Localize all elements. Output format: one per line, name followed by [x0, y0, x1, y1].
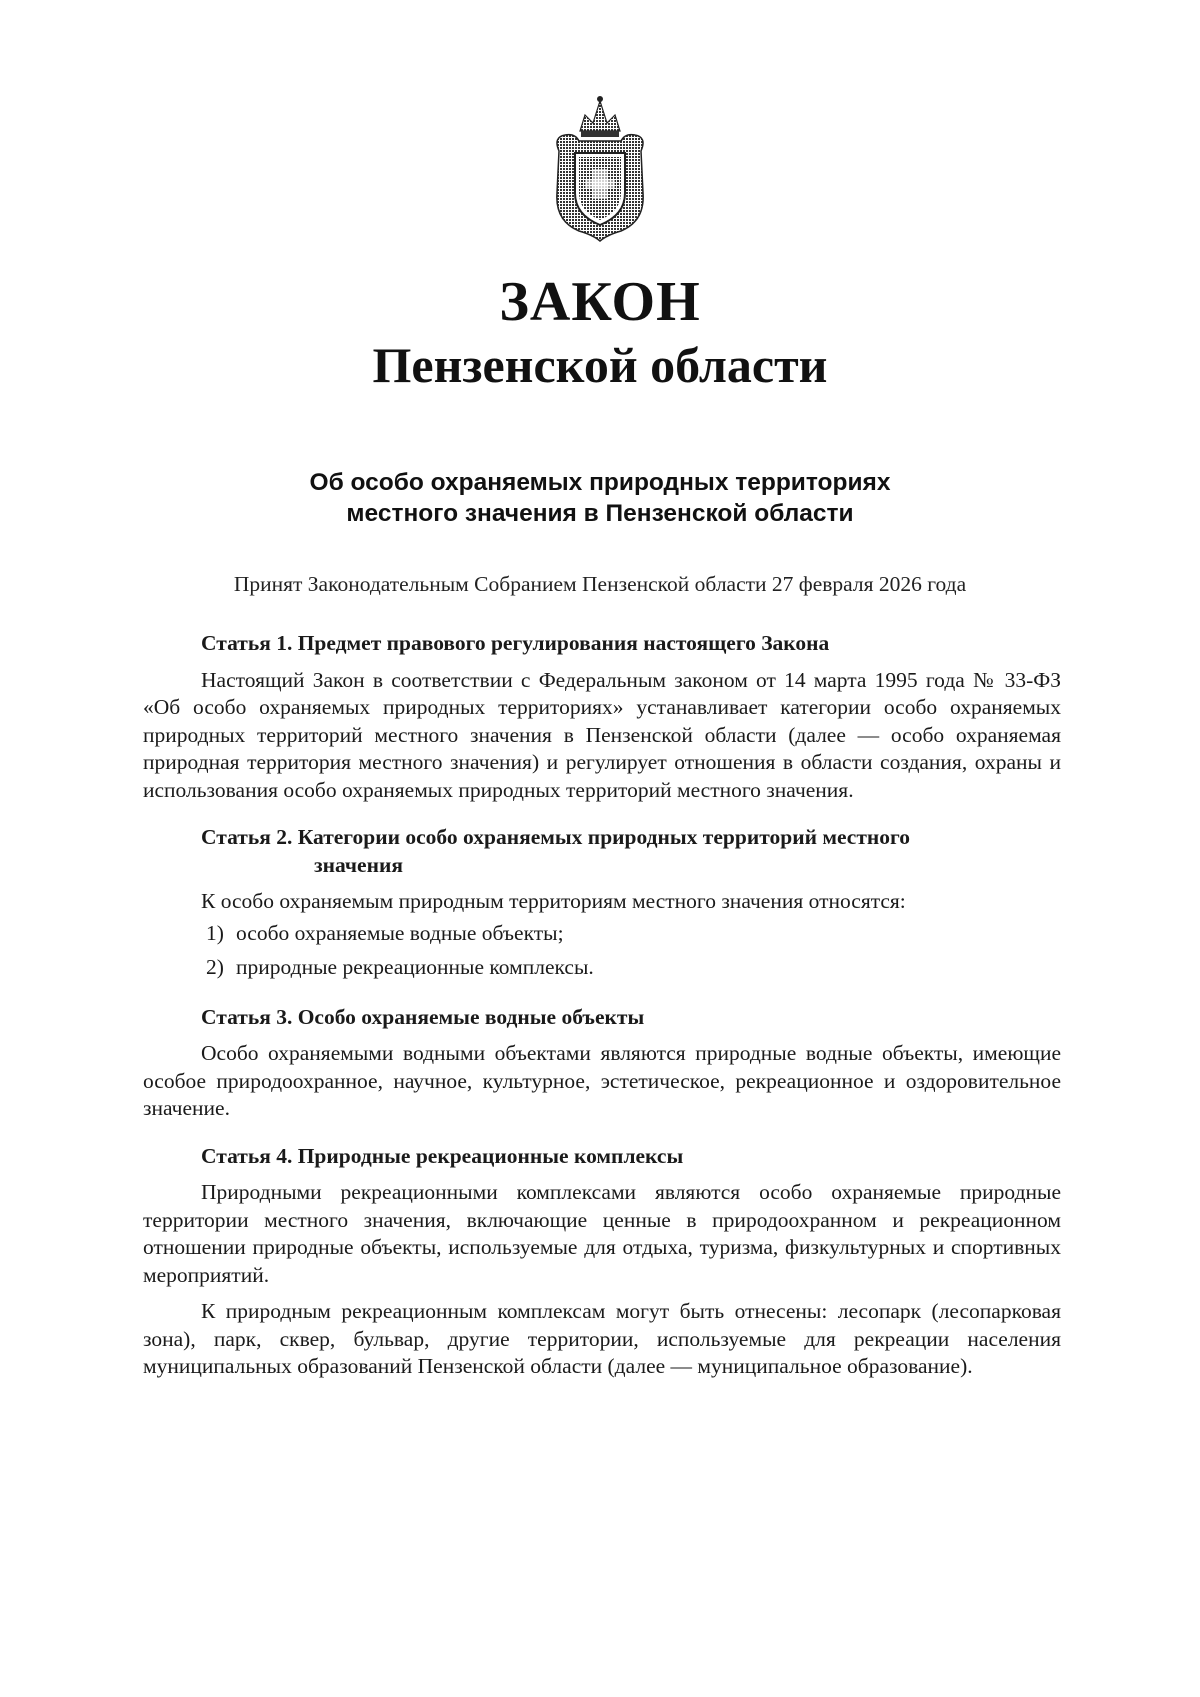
law-title: ЗАКОН [499, 271, 701, 333]
list-item-text: особо охраняемые водные объекты; [236, 920, 564, 945]
article-heading: Статья 1. Предмет правового регулирования настоящего Закона [201, 631, 830, 655]
law-region: Пензенской области [372, 337, 828, 393]
list-item-number: 1) [206, 920, 224, 945]
article-paragraph: Особо охраняемыми водными объектами являются природные водные объекты, имеющие особое природоохранное, научное, культурное, эстетическое, рекреационное и оздоровительное значение. [143, 1041, 1061, 1120]
coat-of-arms-icon [545, 93, 655, 243]
article-heading-line: Статья 2. Категории особо охраняемых природных территорий местного [201, 825, 911, 849]
article-heading-line: значения [314, 852, 403, 877]
law-subject-line: Об особо охраняемых природных территориях [309, 469, 891, 496]
list-item-text: природные рекреационные комплексы. [236, 954, 594, 979]
list-item [143, 916, 1061, 950]
article-paragraph: К природным рекреационным комплексам могут быть отнесены: лесопарк (лесопарковая зона), парк, сквер, бульвар, другие территории, используемые для рекреации населения муниципальных образований Пензенской области (далее — муниципальное образование). [143, 1299, 1061, 1378]
law-subject-line: местного значения в Пензенской области [346, 500, 854, 527]
law-subject [0, 467, 1200, 529]
law-body [143, 630, 1061, 1381]
article-heading: Статья 4. Природные рекреационные комплексы [201, 1143, 684, 1168]
article-heading: Статья 3. Особо охраняемые водные объекты [201, 1004, 645, 1029]
adoption-note: Принят Законодательным Собранием Пензенской области 27 февраля 2026 года [233, 572, 967, 596]
article-paragraph: Настоящий Закон в соответствии с Федеральным законом от 14 марта 1995 года № 33-ФЗ «Об особо охраняемых природных территориях» устанавливает категории особо охраняемых природных территорий местного значения в Пензенской области (далее — особо охраняемая природная территория местного значения) и регулирует отношения в области создания, охраны и использования особо охраняемых природных территорий местного значения. [143, 667, 1061, 802]
article-paragraph: Природными рекреационными комплексами являются особо охраняемые природные территории местного значения, включающие ценные в природоохранном и рекреационном отношении природные объекты, используемые для отдыха, туризма, физкультурных и спортивных мероприятий. [143, 1180, 1061, 1287]
article-paragraph: К особо охраняемым природным территориям местного значения относятся: [201, 889, 906, 913]
list-item [143, 950, 1061, 984]
article-heading [143, 824, 1061, 879]
list-item-number: 2) [206, 954, 224, 979]
